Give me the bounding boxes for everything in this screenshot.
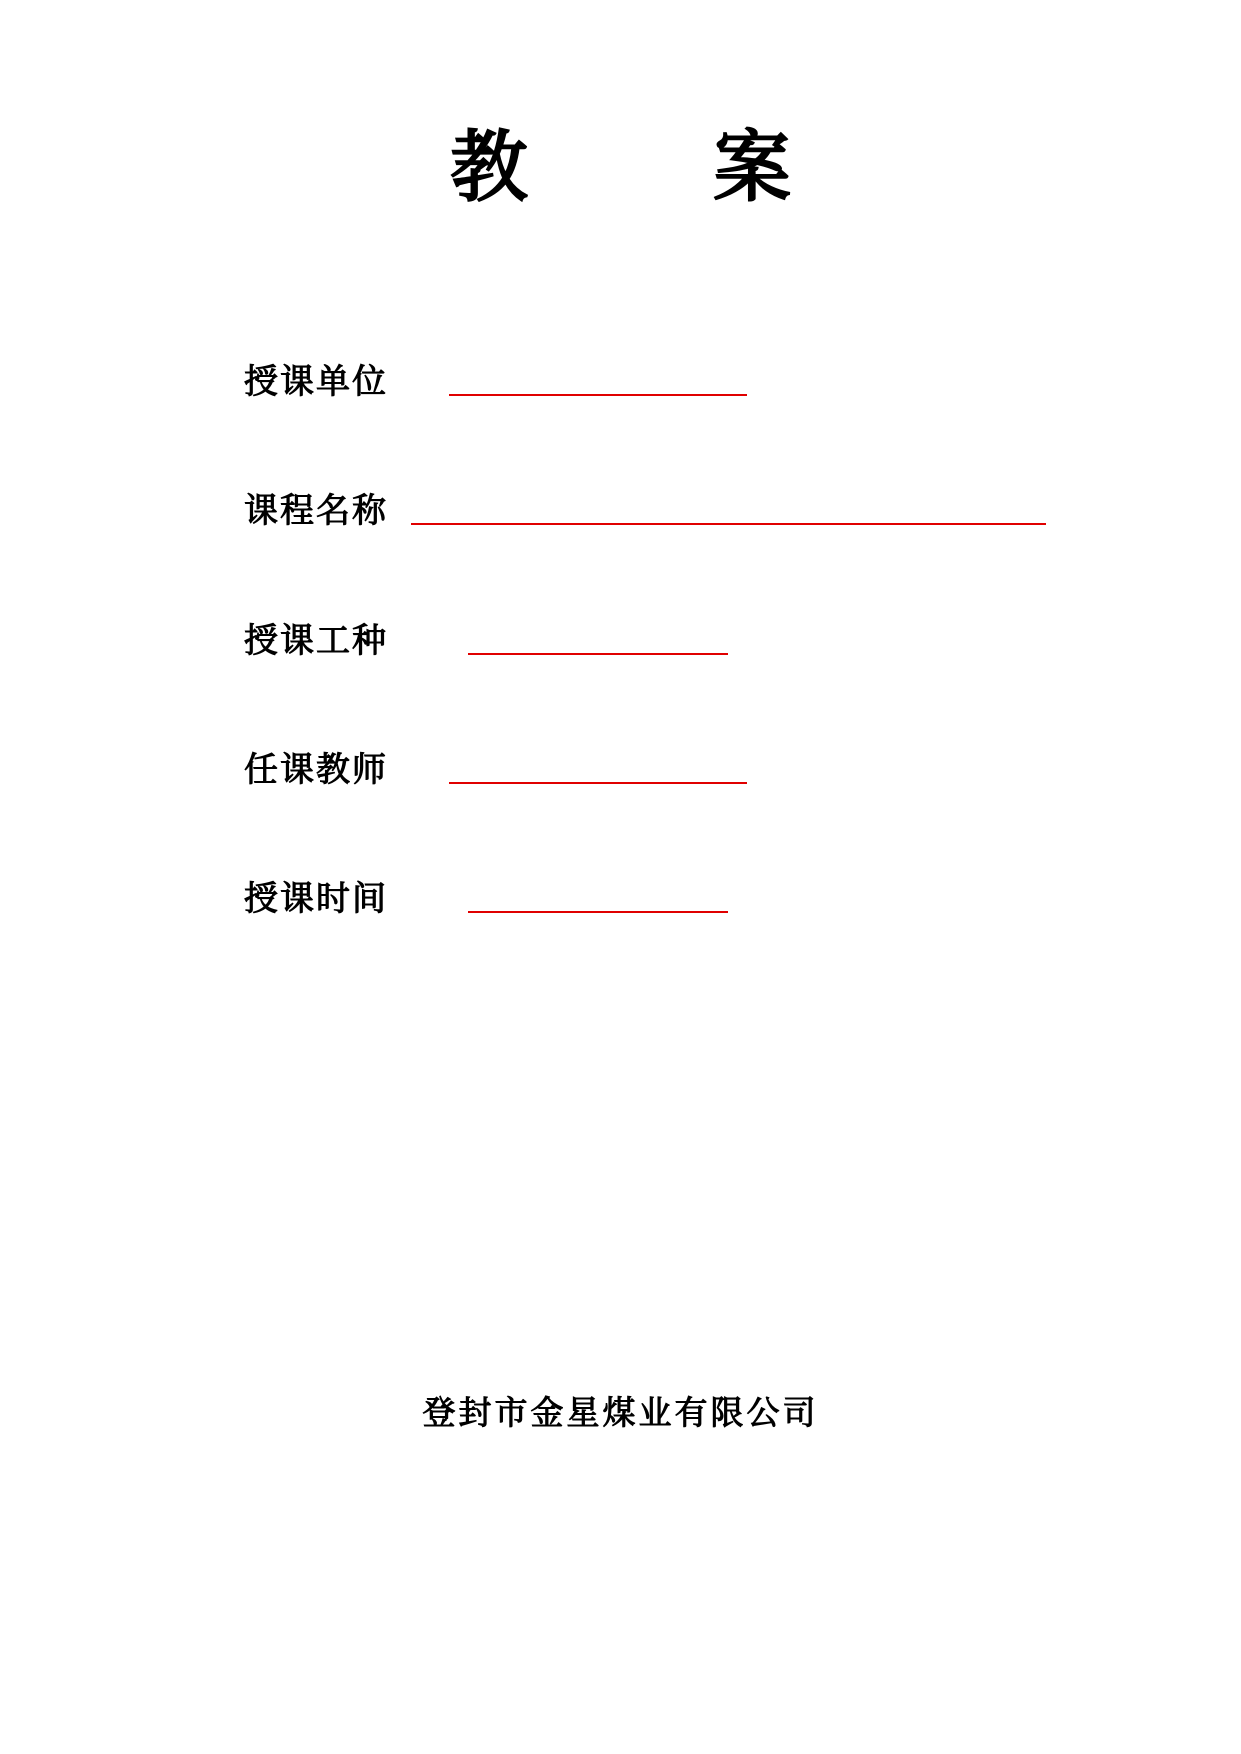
title-char-2: 案 bbox=[712, 122, 791, 213]
field-teaching-unit bbox=[244, 352, 1144, 412]
document-title bbox=[0, 118, 1241, 218]
field-underline-teaching-time[interactable] bbox=[468, 911, 728, 913]
field-underline-teaching-unit[interactable] bbox=[449, 394, 747, 396]
field-label-instructor: 任课教师 bbox=[244, 750, 388, 790]
company-name: 登封市金星煤业有限公司 bbox=[422, 1393, 819, 1432]
field-label-teaching-time: 授课时间 bbox=[244, 879, 388, 919]
field-label-teaching-unit: 授课单位 bbox=[244, 362, 388, 402]
field-underline-instructor[interactable] bbox=[449, 782, 747, 784]
field-underline-trade-type[interactable] bbox=[468, 653, 728, 655]
field-underline-course-name[interactable] bbox=[411, 523, 1046, 525]
title-char-1: 教 bbox=[449, 122, 528, 213]
field-label-trade-type: 授课工种 bbox=[244, 621, 388, 661]
field-trade-type bbox=[244, 611, 1144, 671]
field-instructor bbox=[244, 740, 1144, 800]
field-teaching-time bbox=[244, 869, 1144, 929]
field-course-name bbox=[244, 481, 1144, 541]
field-label-course-name: 课程名称 bbox=[244, 491, 388, 531]
